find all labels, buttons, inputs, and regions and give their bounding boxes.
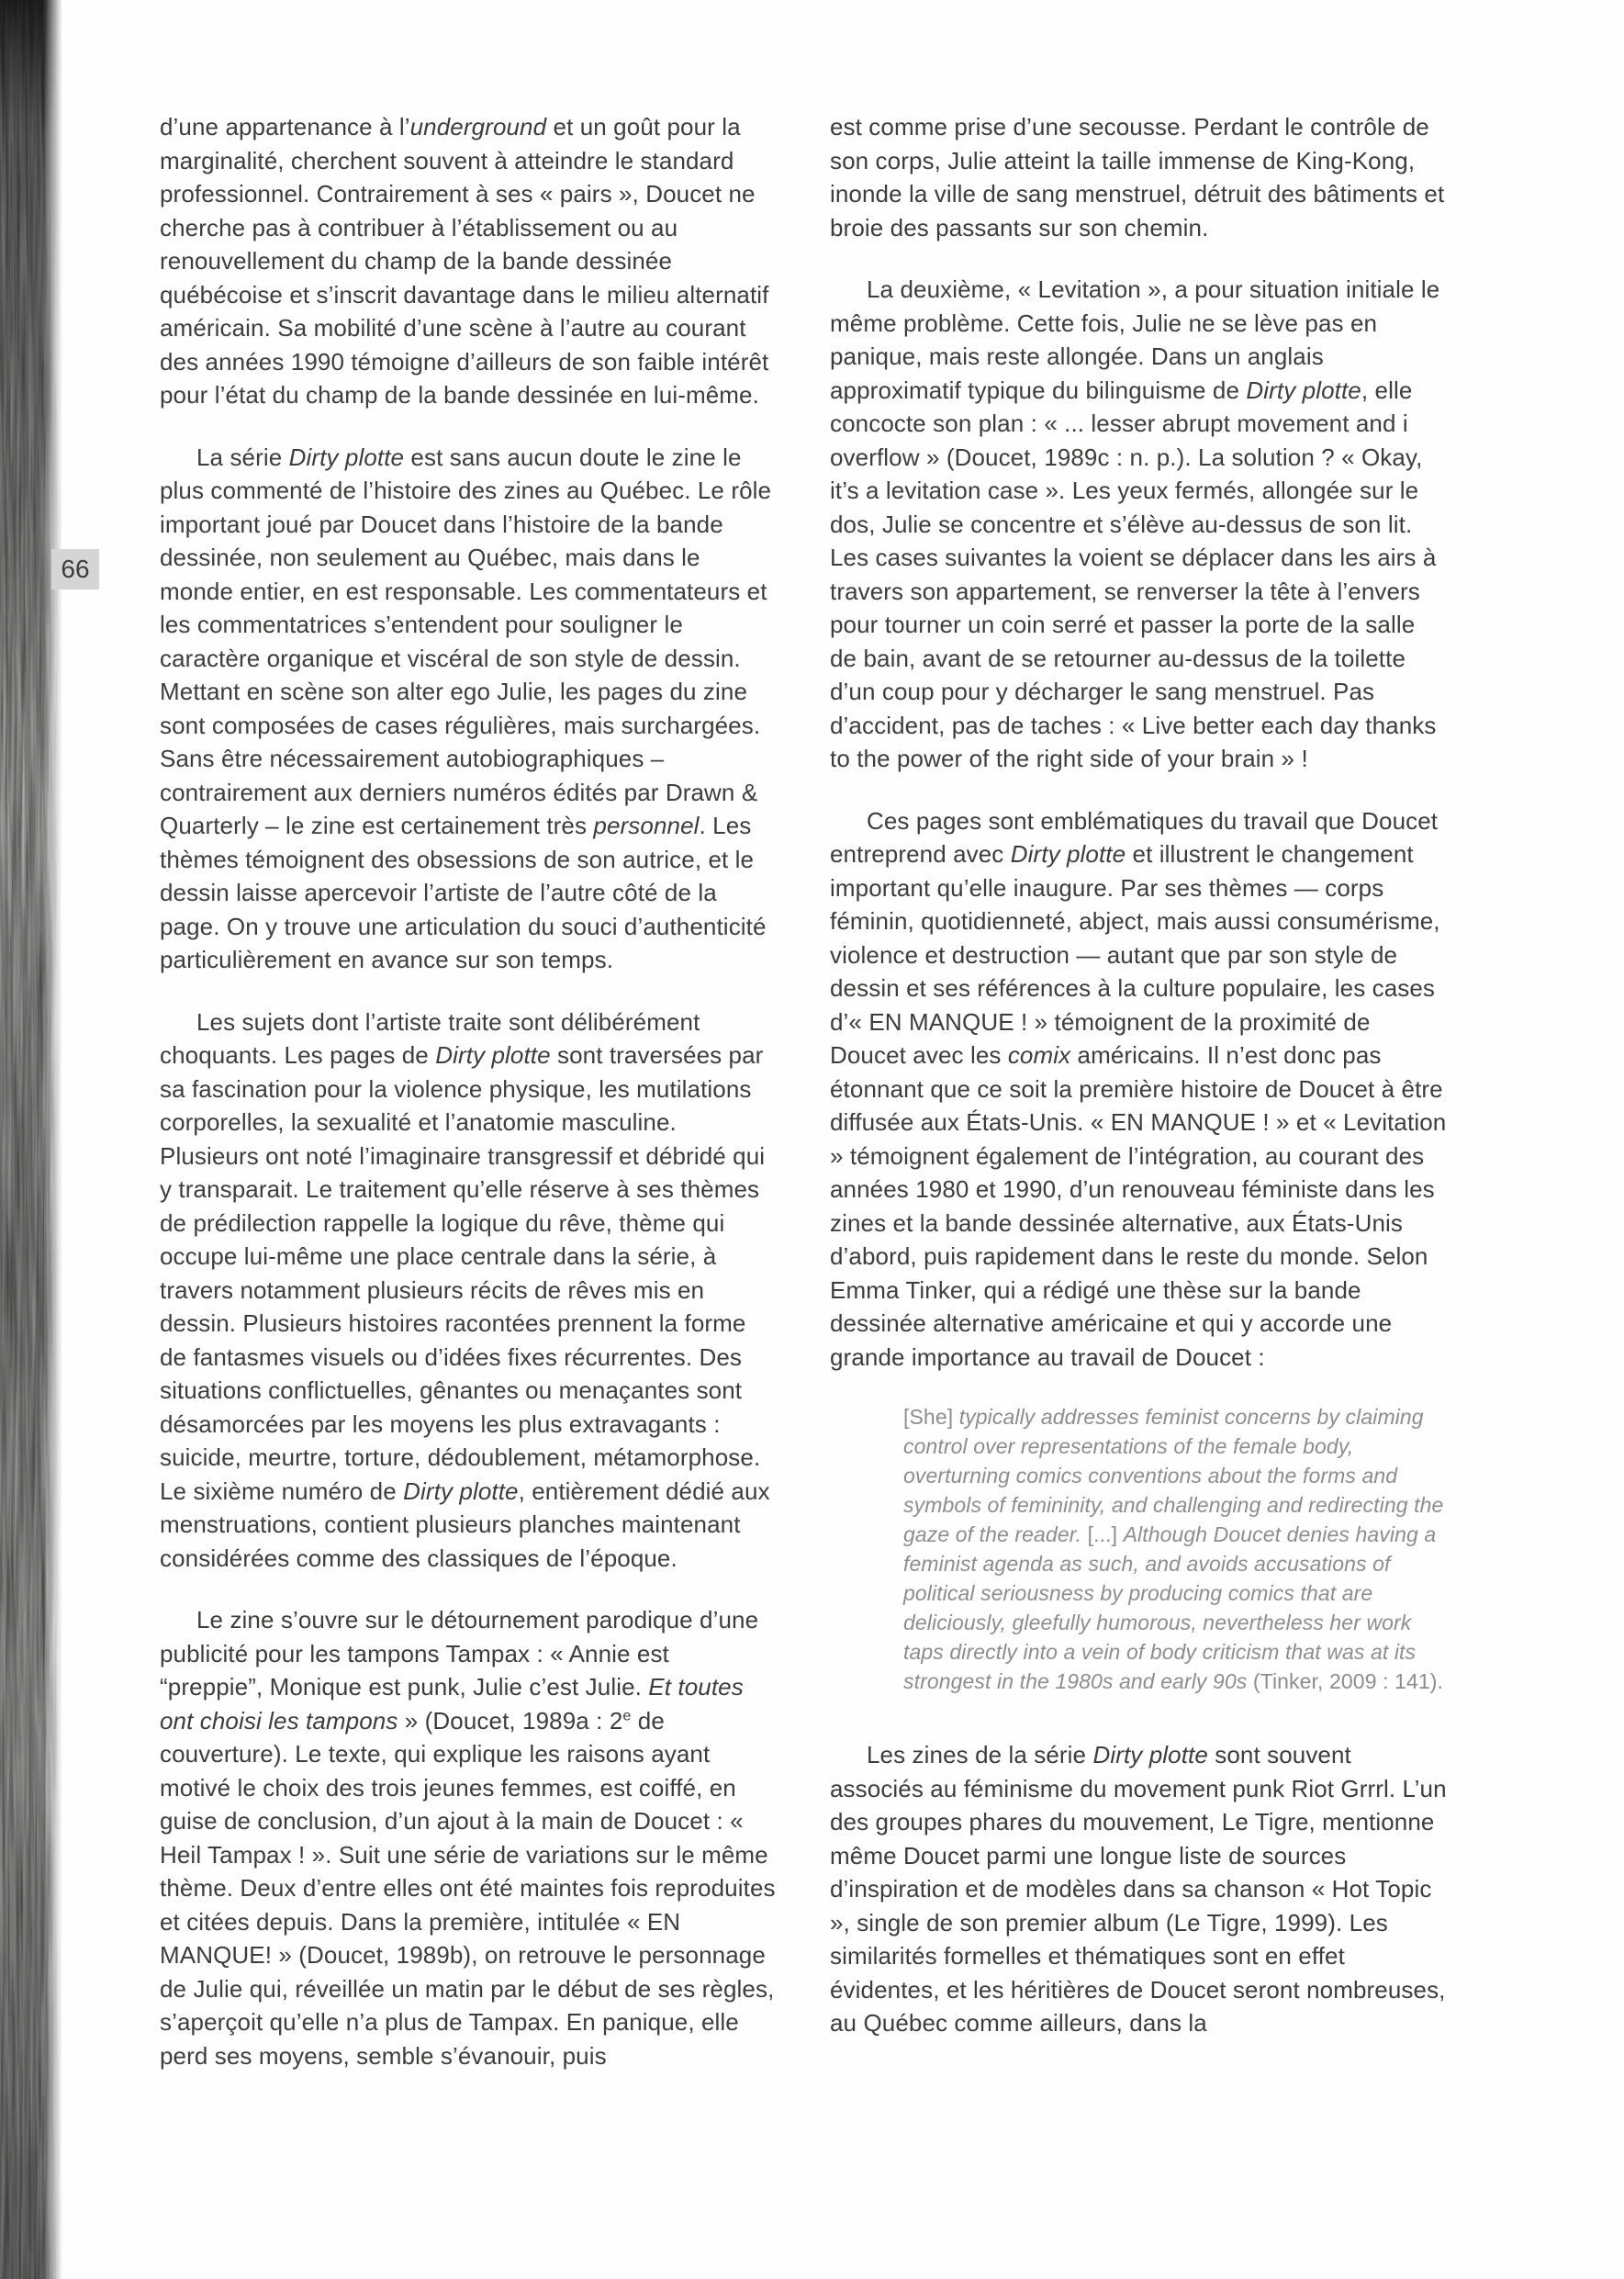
text-run: La deuxième, « Levitation », a pour situation initiale le même problème. Cette fois, Julie ne se lève pas en panique, mais reste allongée. Dans un anglais approximatif typique du bilinguisme de (830, 275, 1440, 404)
text-run: . Les thèmes témoignent des obsessions de son autrice, et le dessin laisse apercevoir l’artiste de l’autre côté de la page. On y trouve une articulation du souci d’authenticité particulièrement en avance sur son temps. (160, 812, 767, 973)
text-run: (Tinker, 2009 : 141). (1247, 1669, 1443, 1693)
text-run: Les sujets dont l’artiste traite sont délibérément choquants. Les pages de (160, 1007, 700, 1069)
italic-text-run: Dirty plotte (1246, 376, 1361, 404)
text-run: Ces pages sont emblématiques du travail que Doucet entreprend avec (830, 806, 1439, 868)
text-run: [She] (903, 1405, 959, 1429)
italic-text-run: Dirty plotte (403, 1476, 519, 1505)
body-paragraph (830, 804, 1447, 1375)
text-run: [...] (1081, 1522, 1124, 1546)
body-paragraph (160, 441, 777, 977)
text-run: est comme prise d’une secousse. Perdant le contrôle de son corps, Julie atteint la taille immense de King-Kong, inonde la ville de sang menstruel, détruit des bâtiments et broie des passants sur son chemin. (830, 113, 1445, 241)
text-run: Le zine s’ouvre sur le détournement parodique d’une publicité pour les tampons Tampax : « Annie est “preppie”, Monique est punk, Julie c’est Julie. (160, 1606, 759, 1701)
italic-text-run: Dirty plotte (1092, 1741, 1208, 1768)
text-run: » (Doucet, 1989a : 2 (398, 1706, 623, 1735)
left-column (160, 110, 777, 2101)
italic-text-run: underground (409, 113, 547, 140)
text-run: et un goût pour la marginalité, cherchent souvent à atteindre le standard professionnel. Contrairement à ses « pairs », Doucet ne cherche pas à contribuer à l’établissement ou au renouvellement du champ de la bande dessinée québécoise et s’inscrit davantage dans le milieu alternatif américain. Sa mobilité d’une scène à l’autre au courant des années 1990 témoigne d’ailleurs de son faible intérêt pour l’état du champ de la bande dessinée en lui-même. (160, 113, 769, 409)
text-run: , elle concocte son plan : « ... lesser abrupt movement and i overflow » (Doucet, 1989c : n. p.). La solution ? « Okay, it’s a levitation case ». Les yeux fermés, allongée sur le dos, Julie se concentre et s’élève au-dessus de son lit. Les cases suivantes la voient se déplacer dans les airs à travers son appartement, se renverser la tête à l’envers pour tourner un coin serré et passer la porte de la salle de bain, avant de se retourner au-dessus de la toilette d’un coup pour y décharger le sang menstruel. Pas d’accident, pas de taches : « Live better each day thanks to the power of the right side of your brain » ! (830, 376, 1437, 772)
italic-text-run: Dirty plotte (1010, 840, 1126, 868)
italic-text-run: Dirty plotte (435, 1041, 551, 1069)
italic-text-run: typically addresses feminist concerns by claiming control over representations of the female body, overturning comics conventions about the forms and symbols of femininity, and challenging and redirecting the gaze of the reader. (903, 1405, 1444, 1546)
body-paragraph (160, 1005, 777, 1576)
text-run: sont souvent associés au féminisme du movement punk Riot Grrrl. L’un des groupes phares du mouvement, Le Tigre, mentionne même Doucet parmi une longue liste de sources d’inspiration et de modèles dans sa chanson « Hot Topic », single de son premier album (Le Tigre, 1999). Les similarités formelles et thématiques sont en effet évidentes, et les héritières de Doucet seront nombreuses, au Québec comme ailleurs, dans la (830, 1741, 1447, 2037)
right-column (830, 110, 1447, 2101)
italic-text-run: comix (1007, 1041, 1071, 1069)
italic-text-run: Although Doucet denies having a feminist agenda as such, and avoids accusations of political seriousness by producing comics that are deliciously, gleefully humorous, nevertheless her work taps directly into a vein of body criticism that was at its strongest in the 1980s and early 90s (903, 1522, 1437, 1693)
scanned-page-edge-texture (0, 0, 62, 2279)
text-run: d’une appartenance à l’ (160, 113, 410, 140)
spine-grain-graphic (0, 0, 62, 2279)
body-paragraph (160, 1603, 777, 2072)
text-run: et illustrent le changement important qu’elle inaugure. Par ses thèmes — corps féminin, quotidienneté, abject, mais aussi consumérisme, violence et destruction — autant que par son style de dessin et ses références à la culture populaire, les cases d’« EN MANQUE ! » témoignent de la proximité de Doucet avec les (830, 840, 1440, 1069)
body-paragraph (160, 110, 777, 412)
text-run: Les zines de la série (867, 1741, 1093, 1768)
body-paragraph (830, 273, 1447, 776)
text-run: La série (196, 443, 289, 471)
block-quote (903, 1402, 1447, 1696)
text-run: sont traversées par sa fascination pour la violence physique, les mutilations corporelles, la sexualité et l’anatomie masculine. Plusieurs ont noté l’imaginaire transgressif et débridé qui y transparait. Le traitement qu’elle réserve à ses thèmes de prédilection rappelle la logique du rêve, thème qui occupe lui-même une place centrale dans la série, à travers notamment plusieurs récits de rêves mis en dessin. Plusieurs histoires racontées prennent la forme de fantasmes visuels ou d’idées fixes récurrentes. Des situations conflictuelles, gênantes ou menaçantes sont désamorcées par les moyens les plus extravagants : suicide, meurtre, torture, dédoublement, métamorphose. Le sixième numéro de (160, 1041, 766, 1505)
body-paragraph (830, 1738, 1447, 2040)
text-run: , entièrement dédié aux menstruations, contient plusieurs planches maintenant considérées comme des classiques de l’époque. (160, 1476, 770, 1572)
superscript-text-run: e (622, 1706, 632, 1723)
page-number: 66 (51, 549, 99, 589)
page-body (160, 110, 1447, 2101)
body-paragraph (830, 110, 1447, 244)
italic-text-run: Et toutes ont choisi les tampons (160, 1673, 744, 1735)
italic-text-run: Dirty plotte (288, 443, 405, 471)
italic-text-run: personnel (593, 812, 700, 839)
text-run: est sans aucun doute le zine le plus commenté de l’histoire des zines au Québec. Le rôle important joué par Doucet dans l’histoire de la bande dessinée, non seulement au Québec, mais dans le monde entier, en est responsable. Les commentateurs et les commentatrices s’entendent pour souligner le caractère organique et viscéral de son style de dessin. Mettant en scène son alter ego Julie, les pages du zine sont composées de cases régulières, mais surchargées. Sans être nécessairement autobiographiques – contrairement aux derniers numéros édités par Drawn & Quarterly – le zine est certainement très (160, 443, 772, 839)
text-run: américains. Il n’est donc pas étonnant que ce soit la première histoire de Doucet à être diffusée aux États-Unis. « EN MANQUE ! » et « Levitation » témoignent également de l’intégration, au courant des années 1980 et 1990, d’un renouveau féministe dans les zines et la bande dessinée alternative, aux États-Unis d’abord, puis rapidement dans le reste du monde. Selon Emma Tinker, qui a rédigé une thèse sur la bande dessinée alternative américaine et qui y accorde une grande importance au travail de Doucet : (830, 1041, 1447, 1371)
text-run: de couverture). Le texte, qui explique les raisons ayant motivé le choix des trois jeunes femmes, est coiffé, en guise de conclusion, d’un ajout à la main de Doucet : « Heil Tampax ! ». Suit une série de variations sur le même thème. Deux d’entre elles ont été maintes fois reproduites et citées depuis. Dans la première, intitulée « EN MANQUE! » (Doucet, 1989b), on retrouve le personnage de Julie qui, réveillée un matin par le début de ses règles, s’aperçoit qu’elle n’a plus de Tampax. En panique, elle perd ses moyens, semble s’évanouir, puis (160, 1706, 776, 2070)
